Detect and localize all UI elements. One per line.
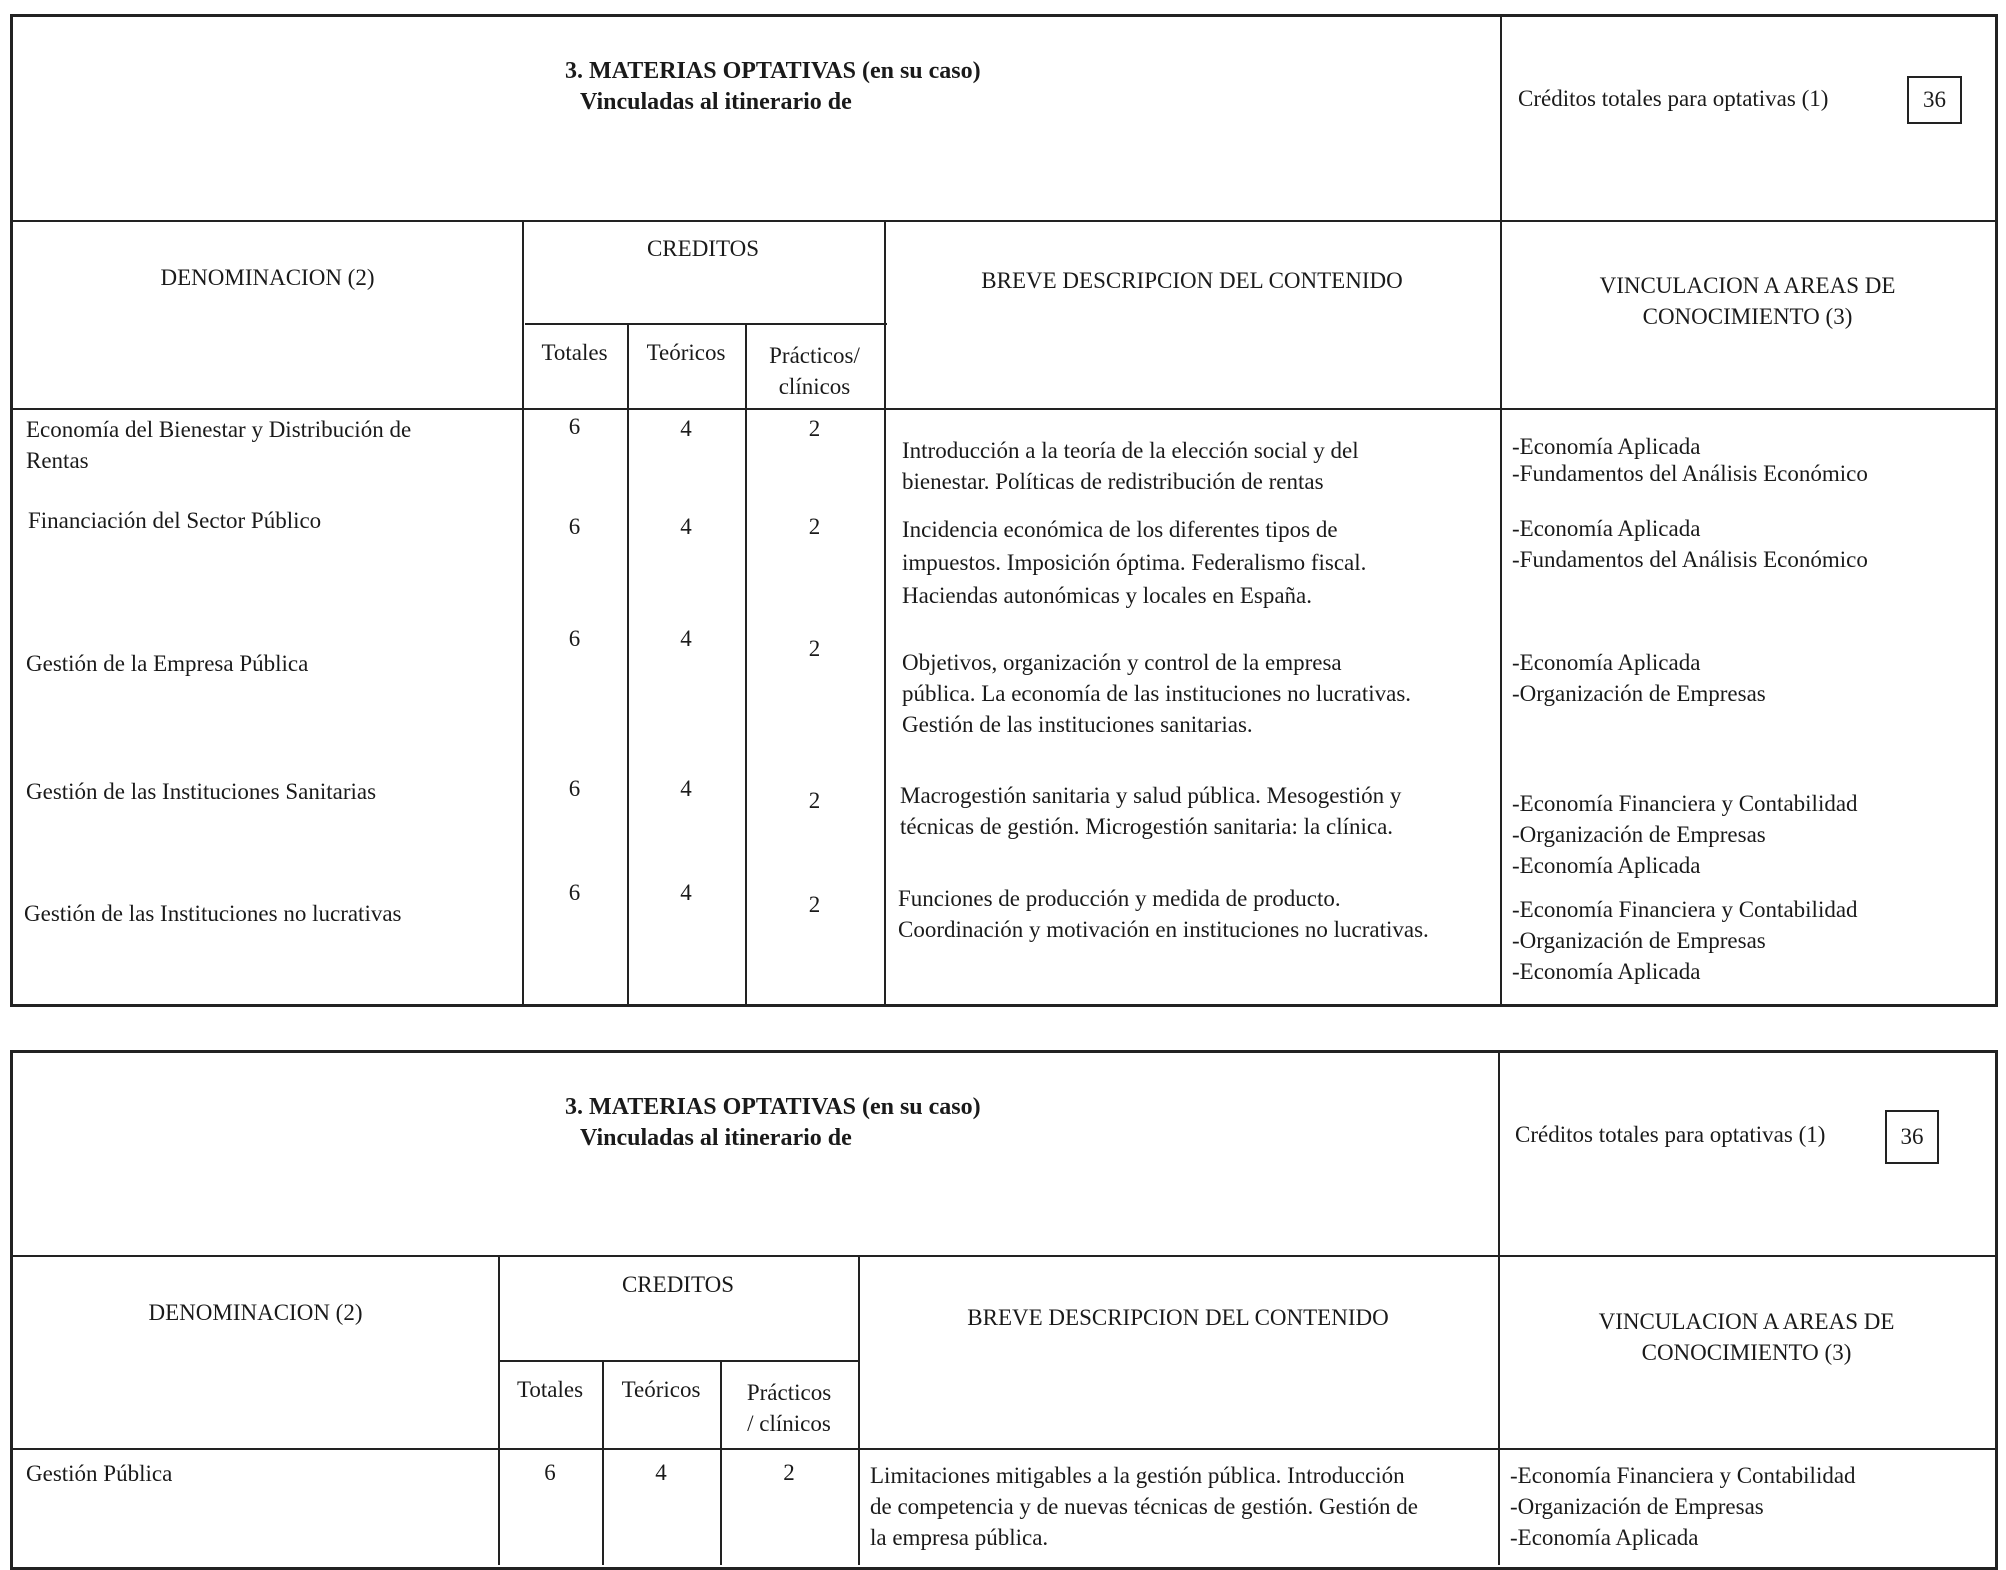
row-denominacion: Gestión de la Empresa Pública xyxy=(26,651,309,676)
section-title-suffix: (en su caso) xyxy=(855,58,981,84)
row-denominacion: Gestión de las Instituciones Sanitarias xyxy=(26,779,377,804)
section-title-suffix: (en su caso) xyxy=(855,1094,981,1120)
total-credits-label: Créditos totales para optativas (1) xyxy=(1518,86,1829,111)
header-teoricos: Teóricos xyxy=(646,340,726,365)
header-denominacion: DENOMINACION (2) xyxy=(148,1300,363,1325)
row-denominacion: Financiación del Sector Público xyxy=(28,508,322,533)
row-teoricos: 4 xyxy=(680,514,692,539)
header-creditos: CREDITOS xyxy=(621,1272,735,1297)
total-credits-value: 36 xyxy=(1885,1110,1939,1164)
row-practicos: 2 xyxy=(808,636,821,661)
row-totales: 6 xyxy=(568,776,581,801)
section-title xyxy=(565,1094,1065,1121)
header-denominacion: DENOMINACION (2) xyxy=(160,265,375,290)
row-descripcion: Objetivos, organización y control de la empresa pública. La economía de las instituciones no lucrativas. Gestión de las instituciones sanitarias. xyxy=(902,650,1412,737)
divider xyxy=(1500,14,1502,1007)
row-practicos: 2 xyxy=(808,416,821,441)
row-descripcion: Limitaciones mitigables a la gestión pública. Introducción de competencia y de nuevas técnicas de gestión. Gestión de la empresa pública. xyxy=(870,1463,1418,1550)
header-descripcion: BREVE DESCRIPCION DEL CONTENIDO xyxy=(967,1305,1389,1330)
row-teoricos: 4 xyxy=(680,626,692,651)
total-credits-label: Créditos totales para optativas (1) xyxy=(1515,1122,1826,1147)
header-vinculacion: VINCULACION A AREAS DE CONOCIMIENTO (3) xyxy=(1599,273,1896,329)
divider xyxy=(13,1255,1995,1257)
section-title-text: 3. MATERIAS OPTATIVAS xyxy=(565,1094,856,1120)
divider xyxy=(884,220,886,1007)
row-totales: 6 xyxy=(568,880,581,905)
row-descripcion: Macrogestión sanitaria y salud pública. Mesogestión y técnicas de gestión. Microgestión sanitaria: la clínica. xyxy=(900,783,1402,839)
row-areas: -Economía Aplicada -Organización de Empresas xyxy=(1512,650,1766,706)
section-title-text: 3. MATERIAS OPTATIVAS xyxy=(565,58,856,84)
row-practicos: 2 xyxy=(808,514,821,539)
divider xyxy=(13,1448,1995,1450)
row-areas: -Economía Aplicada -Fundamentos del Análisis Económico xyxy=(1512,434,1868,486)
row-descripcion: Introducción a la teoría de la elección social y del bienestar. Políticas de redistribución de rentas xyxy=(902,438,1359,494)
row-areas: -Economía Aplicada -Fundamentos del Análisis Económico xyxy=(1512,516,1868,572)
row-teoricos: 4 xyxy=(680,416,692,441)
row-denominacion: Economía del Bienestar y Distribución de Rentas xyxy=(26,417,412,473)
row-denominacion: Gestión Pública xyxy=(26,1461,173,1486)
section-subtitle: Vinculadas al itinerario de xyxy=(580,89,852,115)
row-areas: -Economía Financiera y Contabilidad -Organización de Empresas -Economía Aplicada xyxy=(1512,897,1858,984)
row-teoricos: 4 xyxy=(655,1460,667,1485)
divider xyxy=(13,408,1995,410)
row-totales: 6 xyxy=(568,414,581,439)
row-descripcion: Funciones de producción y medida de producto. Coordinación y motivación en instituciones no lucrativas. xyxy=(898,886,1429,942)
divider xyxy=(525,323,887,325)
row-totales: 6 xyxy=(544,1460,556,1485)
header-vinculacion: VINCULACION A AREAS DE CONOCIMIENTO (3) xyxy=(1598,1309,1895,1365)
row-areas: -Economía Financiera y Contabilidad -Organización de Empresas -Economía Aplicada xyxy=(1512,791,1858,878)
header-totales: Totales xyxy=(541,340,608,365)
header-totales: Totales xyxy=(516,1377,584,1402)
row-descripcion: Incidencia económica de los diferentes tipos de impuestos. Imposición óptima. Federalismo fiscal. Haciendas autonómicas y locales en España. xyxy=(902,517,1367,608)
header-descripcion: BREVE DESCRIPCION DEL CONTENIDO xyxy=(981,268,1403,293)
divider xyxy=(858,1255,860,1565)
section-title xyxy=(565,58,1065,85)
row-teoricos: 4 xyxy=(680,776,692,801)
header-practicos: Prácticos / clínicos xyxy=(746,1380,832,1436)
header-teoricos: Teóricos xyxy=(621,1377,701,1402)
divider xyxy=(498,1255,500,1565)
row-totales: 6 xyxy=(568,514,581,539)
row-practicos: 2 xyxy=(783,1460,795,1485)
divider xyxy=(13,220,1995,222)
section-subtitle: Vinculadas al itinerario de xyxy=(580,1125,852,1151)
row-denominacion: Gestión de las Instituciones no lucrativas xyxy=(24,901,402,926)
header-creditos: CREDITOS xyxy=(646,236,760,261)
total-credits-value: 36 xyxy=(1907,76,1962,124)
row-areas: -Economía Financiera y Contabilidad -Organización de Empresas -Economía Aplicada xyxy=(1510,1463,1856,1550)
header-practicos: Prácticos/ clínicos xyxy=(769,343,860,399)
row-totales: 6 xyxy=(568,626,581,651)
row-practicos: 2 xyxy=(808,892,821,917)
row-teoricos: 4 xyxy=(680,880,692,905)
divider xyxy=(500,1360,860,1362)
row-practicos: 2 xyxy=(808,788,821,813)
